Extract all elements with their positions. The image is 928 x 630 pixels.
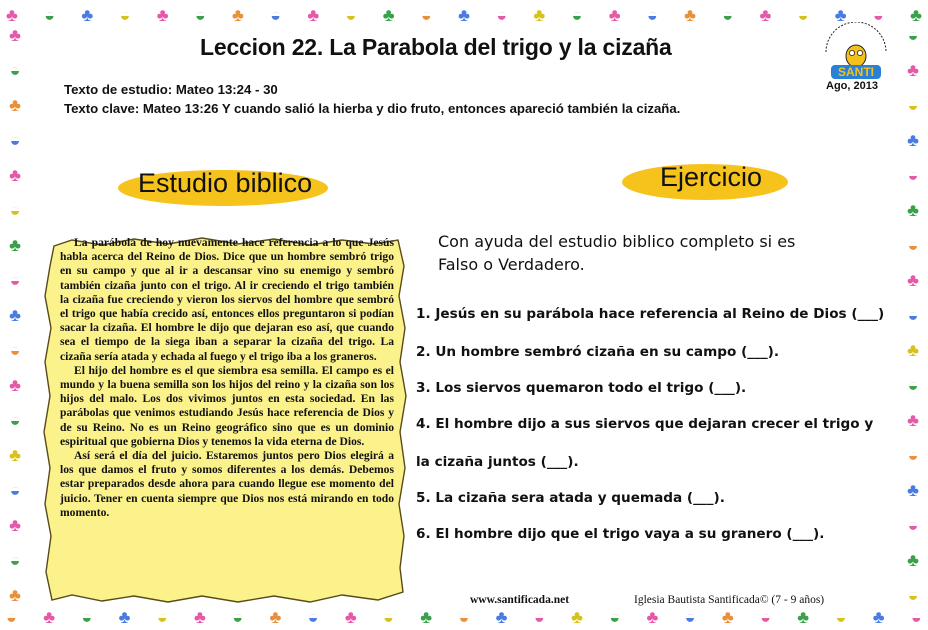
sweater-icon: ♣ bbox=[907, 410, 919, 430]
cap-icon: ◒ bbox=[646, 5, 658, 25]
question-2: 2. Un hombre sembró cizaña en su campo (___). bbox=[416, 344, 780, 360]
study-section-label: Estudio biblico bbox=[138, 168, 313, 198]
cap-icon: ◒ bbox=[194, 5, 206, 25]
cap-icon: ◒ bbox=[9, 270, 21, 290]
sweater-icon: ♣ bbox=[307, 5, 320, 25]
cap-icon: ◒ bbox=[420, 5, 432, 25]
sweater-icon: ♣ bbox=[9, 515, 21, 535]
cap-icon: ◒ bbox=[907, 445, 919, 465]
cap-icon: ◒ bbox=[9, 60, 21, 80]
question-4-continued: la cizaña juntos (___). bbox=[416, 454, 579, 470]
exercise-instructions-line: Falso o Verdadero. bbox=[438, 255, 585, 274]
cap-icon: ◒ bbox=[119, 5, 131, 25]
cap-icon: ◒ bbox=[81, 607, 93, 627]
svg-text:SANTI: SANTI bbox=[838, 65, 874, 79]
cap-icon: ◒ bbox=[835, 607, 847, 627]
sweater-icon: ♣ bbox=[533, 5, 546, 25]
sweater-icon: ♣ bbox=[9, 165, 21, 185]
page-title: Leccion 22. La Parabola del trigo y la cizaña bbox=[200, 34, 672, 60]
sweater-icon: ♣ bbox=[344, 607, 357, 627]
sweater-icon: ♣ bbox=[907, 200, 919, 220]
sweater-icon: ♣ bbox=[907, 340, 919, 360]
sweater-icon: ♣ bbox=[9, 445, 21, 465]
sweater-icon: ♣ bbox=[910, 5, 922, 25]
study-text-body bbox=[60, 236, 394, 520]
sweater-icon: ♣ bbox=[6, 5, 18, 25]
sweater-icon: ♣ bbox=[9, 235, 21, 255]
exercise-instructions bbox=[438, 230, 858, 276]
sweater-icon: ♣ bbox=[872, 607, 885, 627]
cap-icon: ◒ bbox=[232, 607, 244, 627]
cap-icon: ◒ bbox=[872, 5, 884, 25]
cap-icon: ◒ bbox=[907, 375, 919, 395]
cap-icon: ◒ bbox=[9, 550, 21, 570]
cap-icon: ◒ bbox=[383, 607, 394, 627]
border-right bbox=[898, 26, 928, 604]
sweater-icon: ♣ bbox=[9, 375, 21, 395]
sweater-icon: ♣ bbox=[232, 5, 244, 25]
sweater-icon: ♣ bbox=[81, 5, 94, 25]
cap-icon: ◒ bbox=[760, 607, 771, 627]
sweater-icon: ♣ bbox=[9, 305, 21, 325]
sweater-icon: ♣ bbox=[420, 607, 433, 627]
study-paragraph: La parábola de hoy nuevamente hace referencia a lo que Jesús habla acerca del Reino de Dios. Dice que un hombre sembró trigo en su campo y que al ir a descansar vino su enemigo y sembró también cizaña junto con el trigo. Al ir creciendo el trigo también la cizaña fue creciendo y vieron los siervos del hombre que sembró el trigo que había crecido así, entonces ellos preguntaron si podían sacar la cizaña. El hombre le dijo que dejaran eso así, que cuando sea el tiempo de la siega iban a separar la cizaña del trigo. La cizaña sería atada y echada al fuego y el trigo iba a los graneros. bbox=[60, 236, 394, 363]
sweater-icon: ♣ bbox=[458, 5, 470, 25]
sweater-icon: ♣ bbox=[9, 585, 21, 605]
cap-icon: ◒ bbox=[345, 5, 357, 25]
cap-icon: ◒ bbox=[907, 585, 919, 605]
cap-icon: ◒ bbox=[9, 410, 21, 430]
sweater-icon: ♣ bbox=[907, 270, 919, 290]
question-1: 1. Jesús en su parábola hace referencia al Reino de Dios (___) bbox=[416, 306, 885, 322]
study-references bbox=[64, 80, 704, 118]
question-4: 4. El hombre dijo a sus siervos que dejaran crecer el trigo y bbox=[416, 416, 874, 432]
cap-icon: ◒ bbox=[797, 5, 809, 25]
study-paragraph: Así será el día del juicio. Estaremos juntos pero Dios elegirá a los que damos el fruto y somos diferentes a los demás. Debemos estar preparados desde ahora para cuando llegue ese momento del juicio. Tener en cuenta siempre que Dios nos está mirando en todo momento. bbox=[60, 449, 394, 519]
sweater-icon: ♣ bbox=[907, 60, 919, 80]
cap-icon: ◒ bbox=[9, 480, 21, 500]
cap-icon: ◒ bbox=[907, 305, 919, 325]
cap-icon: ◒ bbox=[9, 130, 21, 150]
cap-icon: ◒ bbox=[44, 5, 56, 25]
sweater-icon: ♣ bbox=[907, 480, 919, 500]
cap-icon: ◒ bbox=[907, 515, 919, 535]
sweater-icon: ♣ bbox=[907, 130, 919, 150]
footer-website: www.santificada.net bbox=[470, 594, 570, 606]
sweater-icon: ♣ bbox=[156, 5, 169, 25]
exercise-section-label: Ejercicio bbox=[660, 162, 763, 192]
sweater-icon: ♣ bbox=[571, 607, 583, 627]
sweater-icon: ♣ bbox=[834, 5, 847, 25]
cap-icon: ◒ bbox=[571, 5, 583, 25]
sweater-icon: ♣ bbox=[721, 607, 734, 627]
cap-icon: ◒ bbox=[907, 25, 919, 45]
sweater-icon: ♣ bbox=[382, 5, 395, 25]
cap-icon: ◒ bbox=[307, 607, 319, 627]
sweater-icon: ♣ bbox=[9, 95, 21, 115]
border-top bbox=[6, 2, 922, 28]
cap-icon: ◒ bbox=[6, 607, 17, 627]
key-text-reference: Texto clave: Mateo 13:26 Y cuando salió la hierba y dio fruto, entonces apareció también la cizaña. bbox=[64, 101, 681, 116]
cap-icon: ◒ bbox=[609, 607, 621, 627]
sweater-icon: ♣ bbox=[797, 607, 810, 627]
cap-icon: ◒ bbox=[458, 607, 470, 627]
cap-icon: ◒ bbox=[496, 5, 508, 25]
sweater-icon: ♣ bbox=[646, 607, 659, 627]
sweater-icon: ♣ bbox=[194, 607, 206, 627]
cap-icon: ◒ bbox=[270, 5, 282, 25]
cap-icon: ◒ bbox=[907, 95, 919, 115]
question-6: 6. El hombre dijo que el trigo vaya a su granero (___). bbox=[416, 526, 825, 542]
sweater-icon: ♣ bbox=[608, 5, 621, 25]
cap-icon: ◒ bbox=[907, 235, 919, 255]
logo-date: Ago, 2013 bbox=[826, 80, 878, 92]
sweater-icon: ♣ bbox=[118, 607, 131, 627]
border-bottom bbox=[6, 604, 922, 630]
study-paragraph: El hijo del hombre es el que siembra esa semilla. El campo es el mundo y la buena semilla son los hijos del reino y la cizaña son los hijos del malo. Los dos vivimos juntos en esta sociedad. En las parábolas que venimos estudiando Jesús hace referencia de Dios y de su Reino. No es un Reino geográfico sino que es un dominio espiritual que gobierna Dios y tenemos la vida eterna de Dios. bbox=[60, 363, 394, 448]
border-left bbox=[0, 26, 30, 604]
cap-icon: ◒ bbox=[156, 607, 168, 627]
sweater-icon: ♣ bbox=[907, 550, 919, 570]
cap-icon: ◒ bbox=[9, 200, 21, 220]
cap-icon: ◒ bbox=[910, 607, 922, 627]
cap-icon: ◒ bbox=[722, 5, 734, 25]
sweater-icon: ♣ bbox=[9, 25, 21, 45]
question-3: 3. Los siervos quemaron todo el trigo (___). bbox=[416, 380, 747, 396]
cap-icon: ◒ bbox=[907, 165, 919, 185]
question-5: 5. La cizaña sera atada y quemada (___). bbox=[416, 490, 725, 506]
study-text-reference: Texto de estudio: Mateo 13:24 - 30 bbox=[64, 82, 278, 97]
cap-icon: ◒ bbox=[9, 340, 21, 360]
sweater-icon: ♣ bbox=[43, 607, 56, 627]
sweater-icon: ♣ bbox=[759, 5, 772, 25]
cap-icon: ◒ bbox=[684, 607, 696, 627]
sweater-icon: ♣ bbox=[684, 5, 696, 25]
sweater-icon: ♣ bbox=[495, 607, 508, 627]
sweater-icon: ♣ bbox=[269, 607, 282, 627]
cap-icon: ◒ bbox=[533, 607, 545, 627]
exercise-instructions-line: Con ayuda del estudio biblico completo si es bbox=[438, 232, 796, 251]
footer-church: Iglesia Bautista Santificada© (7 - 9 años) bbox=[634, 594, 825, 606]
